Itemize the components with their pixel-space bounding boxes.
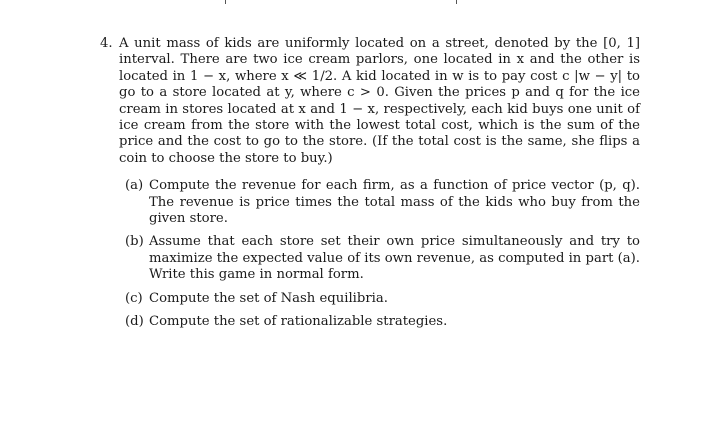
part-d	[125, 314, 640, 330]
part-c-label: (c)	[125, 290, 143, 306]
part-a-text: Compute the revenue for each firm, as a function of price vector (p, q). The revenue is price times the total mass of the kids who buy from the given store.	[149, 178, 640, 227]
problem-4	[100, 36, 640, 338]
cropped-top-edge	[0, 0, 719, 6]
part-b-text: Assume that each store set their own price simultaneously and try to maximize the expected value of its own revenue, as computed in part (a). Write this game in normal form.	[149, 234, 640, 283]
problem-statement-block	[100, 36, 640, 167]
part-d-text: Compute the set of rationalizable strategies.	[149, 314, 448, 330]
problem-parts	[100, 178, 640, 330]
problem-statement: A unit mass of kids are uniformly located on a street, denoted by the [0, 1] interval. There are two ice cream parlors, one located in x and the other is located in 1 − x, where x ≪ 1/2. A kid located in w is to pay cost c |w − y| to go to a store located at y, where c > 0. Given the prices p and q for the ice cream in stores located at x and 1 − x, respectively, each kid buys one unit of ice cream from the store with the lowest total cost, which is the sum of the price and the cost to go to the store. (If the total cost is the same, she flips a coin to choose the store to buy.)	[119, 36, 640, 166]
part-a-label: (a)	[125, 178, 144, 194]
part-c	[125, 291, 640, 307]
part-c-text: Compute the set of Nash equilibria.	[149, 290, 388, 306]
top-edge-mark	[225, 0, 226, 4]
problem-number: 4.	[100, 36, 113, 51]
part-b-label: (b)	[125, 234, 144, 250]
part-b	[125, 234, 640, 283]
part-a	[125, 178, 640, 227]
top-edge-mark	[456, 0, 457, 4]
part-d-label: (d)	[125, 314, 144, 330]
